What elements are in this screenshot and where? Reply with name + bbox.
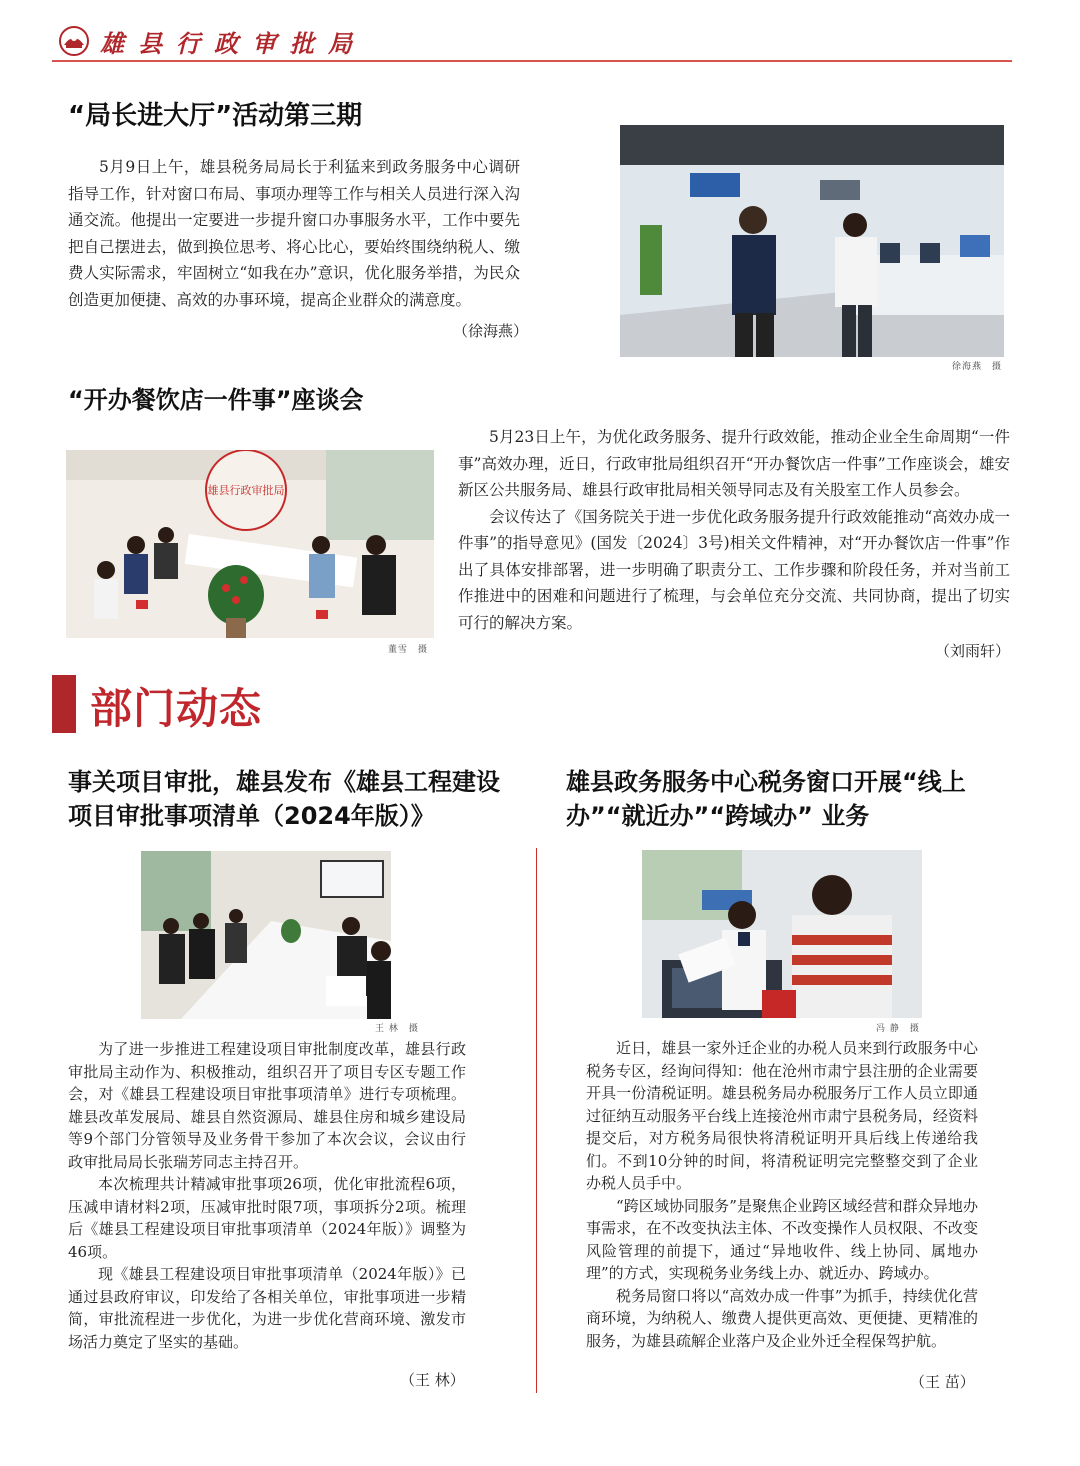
article1-body bbox=[68, 154, 520, 313]
article2-body bbox=[458, 424, 1010, 636]
article1-paragraph: 5月9日上午，雄县税务局局长于利猛来到政务服务中心调研指导工作，针对窗口布局、事项办理等工作与相关人员进行深入沟通交流。他提出一定要进一步提升窗口办事服务水平，工作中要先把自己摆进去，做到换位思考、将心比心，要始终围绕纳税人、缴费人实际需求，牢固树立“如我在办”意识，优化服务举措，为民众创造更加便捷、高效的办事环境，提高企业群众的满意度。 bbox=[68, 158, 520, 309]
article1-photo-credit: 徐海燕 摄 bbox=[952, 362, 1003, 372]
page-header bbox=[52, 20, 1012, 62]
section-accent-bar bbox=[52, 675, 76, 733]
org-name: 雄县行政审批局 bbox=[100, 29, 366, 58]
article4-paragraph-3: 税务局窗口将以“高效办成一件事”为抓手，持续优化营商环境，为纳税人、缴费人提供更高效、更便捷、更精准的服务，为雄县疏解企业落户及企业外迁全程保驾护航。 bbox=[586, 1286, 978, 1350]
article3-author: （王 林） bbox=[400, 1371, 465, 1389]
article2-title: “开办餐饮店一件事”座谈会 bbox=[68, 386, 364, 414]
article2-author: （刘雨轩） bbox=[935, 642, 1011, 660]
article2-paragraph-2: 会议传达了《国务院关于进一步优化政务服务提升行政效能推动“高效办成一件事”的指导意见》(国发〔2024〕3号)相关文件精神，对“开办餐饮店一件事”作出了具体安排部署，进一步明确了职责分工、工作步骤和阶段任务，并对当前工作推进中的困难和问题进行了梳理，与会单位充分交流、共同协商，提出了切实可行的解决方案。 bbox=[458, 507, 1010, 632]
article3-body bbox=[68, 1038, 466, 1353]
article4-photo-credit: 冯 静 摄 bbox=[876, 1024, 920, 1034]
article3-paragraph-2: 本次梳理共计精减审批事项26项，优化审批流程6项，压减申请材料2项，压减审批时限7项，事项拆分2项。梳理后《雄县工程建设项目审批事项清单（2024年版）》调整为46项。 bbox=[68, 1175, 466, 1261]
article3-photo-credit: 王 林 摄 bbox=[375, 1024, 419, 1034]
article1-title: “局长进大厅”活动第三期 bbox=[68, 101, 363, 131]
article4-paragraph-2: “跨区域协同服务”是聚焦企业跨区域经营和群众异地办事需求，在不改变执法主体、不改变操作人员权限、不改变风险管理的前提下，通过“异地收件、线上协同、属地办理”的方式，实现税务业务线上办、就近办、跨域办。 bbox=[586, 1196, 978, 1282]
article4-body bbox=[586, 1037, 978, 1352]
article3-paragraph-1: 为了进一步推进工程建设项目审批制度改革，雄县行政审批局主动作为、积极推动，组织召开了项目专区专题工作会，对《雄县工程建设项目审批事项清单》进行专项梳理。雄县改革发展局、雄县自然资源局、雄县住房和城乡建设局等9个部门分管领导及业务骨干参加了本次会议，会议由行政审批局局长张瑞芳同志主持召开。 bbox=[68, 1040, 466, 1171]
section-title: 部门动态 bbox=[90, 684, 263, 733]
article4-paragraph-1: 近日，雄县一家外迁企业的办税人员来到行政服务中心税务专区，经询问得知：他在沧州市肃宁县注册的企业需要开具一份清税证明。雄县税务局办税服务厅工作人员立即通过征纳互动服务平台线上连接沧州市肃宁县税务局，经资料提交后，对方税务局很快将清税证明开具后线上传递给我们。不到10分钟的时间，将清税证明完完整整交到了企业办税人员手中。 bbox=[586, 1039, 978, 1192]
emblem-logo-icon bbox=[58, 25, 90, 57]
article2-photo-credit: 董雪 摄 bbox=[388, 645, 429, 655]
article2-photo bbox=[66, 450, 434, 638]
article3-title: 事关项目审批，雄县发布《雄县工程建设项目审批事项清单（2024年版）》 bbox=[68, 768, 500, 830]
column-divider bbox=[536, 848, 537, 1393]
article2-photo-sign: 雄县行政审批局 bbox=[207, 484, 285, 497]
article4-title: 雄县政务服务中心税务窗口开展“线上办”“就近办”“跨域办” 业务 bbox=[566, 768, 966, 830]
article3-paragraph-3: 现《雄县工程建设项目审批事项清单（2024年版）》已通过县政府审议，印发给了各相关单位，审批事项进一步精简，审批流程进一步优化，为进一步优化营商环境、激发市场活力奠定了坚实的基础。 bbox=[68, 1265, 466, 1351]
header-rule bbox=[52, 60, 1012, 62]
article4-author: （王 茁） bbox=[910, 1373, 975, 1391]
article4-photo bbox=[642, 850, 922, 1018]
article2-paragraph-1: 5月23日上午，为优化政务服务、提升行政效能，推动企业全生命周期“一件事”高效办理，近日，行政审批局组织召开“开办餐饮店一件事”工作座谈会，雄安新区公共服务局、雄县行政审批局相关领导同志及有关股室工作人员参会。 bbox=[458, 428, 1010, 499]
article1-photo bbox=[620, 125, 1004, 357]
article3-photo bbox=[141, 851, 391, 1019]
article1-author: （徐海燕） bbox=[453, 322, 529, 340]
